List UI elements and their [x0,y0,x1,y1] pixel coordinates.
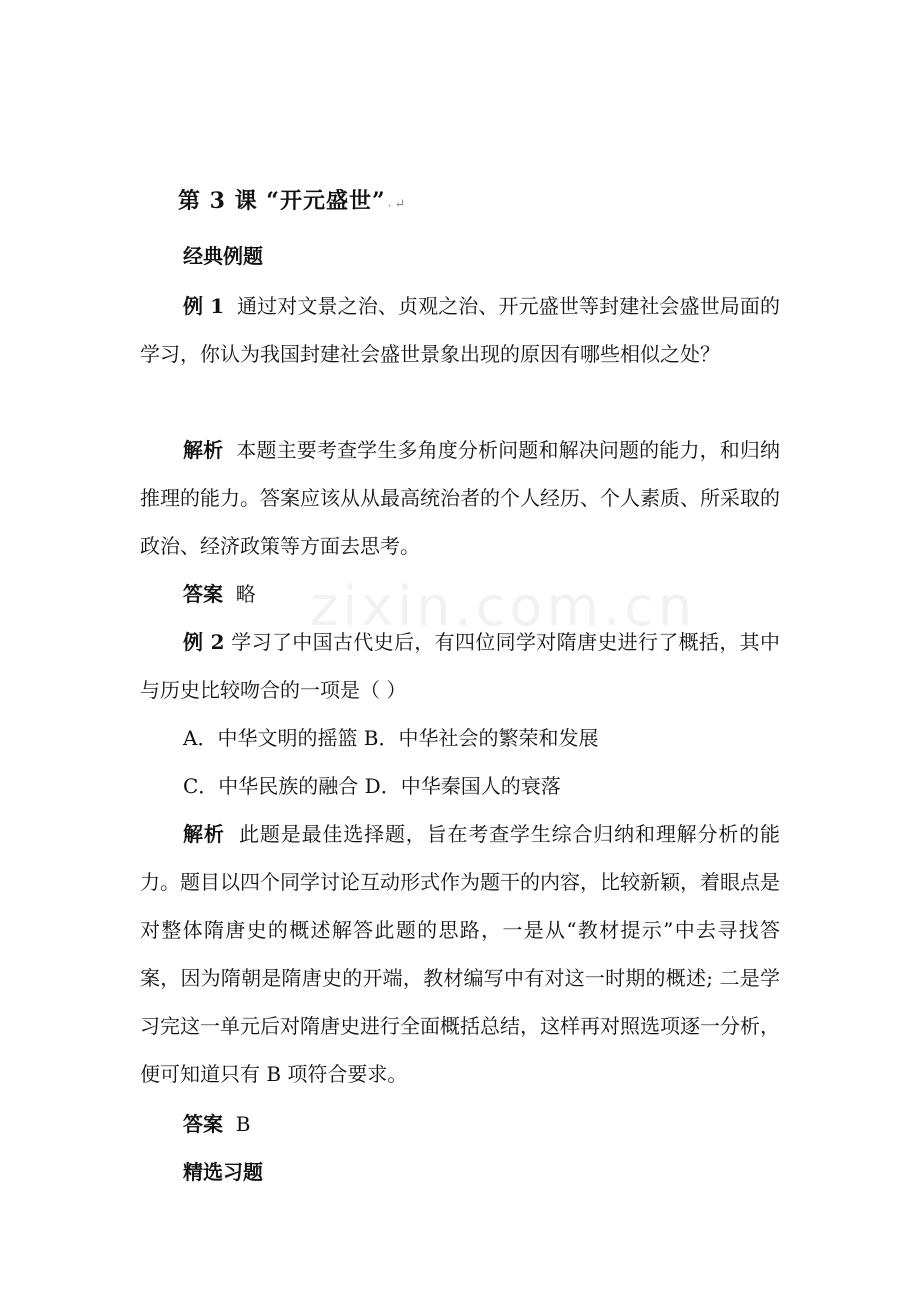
answer-1-text: 略 [235,582,256,606]
example-1-text: 通过对文景之治、贞观之治、开元盛世等封建社会盛世局面的学习，你认为我国封建社会盛世景象出现的原因有哪些相似之处？ [140,294,781,366]
example-1-paragraph [140,282,780,378]
options-line-2: C．中华民族的融合 D．中华秦国人的衰落 [183,774,561,798]
analysis-1-label: 解析 [183,438,224,462]
analysis-2-label: 解析 [183,822,225,846]
answer-1-paragraph [140,570,780,618]
lesson-title-text: 第 3 课 “开元盛世” [178,188,386,214]
analysis-2-paragraph [140,810,780,1098]
options-line-1: A．中华文明的摇篮 B．中华社会的繁荣和发展 [183,726,599,750]
paragraph-return-icon: ↵ [394,197,407,212]
example-1-label: 例 1 [183,294,225,318]
lesson-title [178,184,406,215]
example-2-text: 学习了中国古代史后，有四位同学对隋唐史进行了概括，其中与历史比较吻合的一项是（ ） [140,630,781,702]
answer-2-paragraph [140,1100,780,1148]
answer-1-label: 答案 [183,582,223,606]
watermark: zixin.com.cn [310,575,697,638]
answer-2-label: 答案 [183,1112,223,1136]
analysis-1-paragraph [140,426,780,570]
answer-2-text: B [235,1112,251,1136]
section-heading-examples: 经典例题 [183,244,263,268]
example-2-label: 例 2 [183,630,225,654]
section-heading-practice: 精选习题 [183,1160,263,1184]
format-mark-icon: · [387,199,393,213]
analysis-1-text: 本题主要考查学生多角度分析问题和解决问题的能力，和归纳推理的能力。答案应该从从最高统治者的个人经历、个人素质、所采取的政治、经济政策等方面去思考。 [140,438,781,558]
analysis-2-text: 此题是最佳选择题，旨在考查学生综合归纳和理解分析的能力。题目以四个同学讨论互动形式作为题干的内容，比较新颖，着眼点是对整体隋唐史的概述解答此题的思路，一是从“教材提示”中去寻找答案，因为隋朝是隋唐史的开端，教材编写中有对这一时期的概述; 二是学习完这一单元后对隋唐史进行全面概括总结，这样再对照选项逐一分析，便可知道只有 B 项符合要求。 [140,822,781,1086]
example-2-paragraph [140,618,780,714]
